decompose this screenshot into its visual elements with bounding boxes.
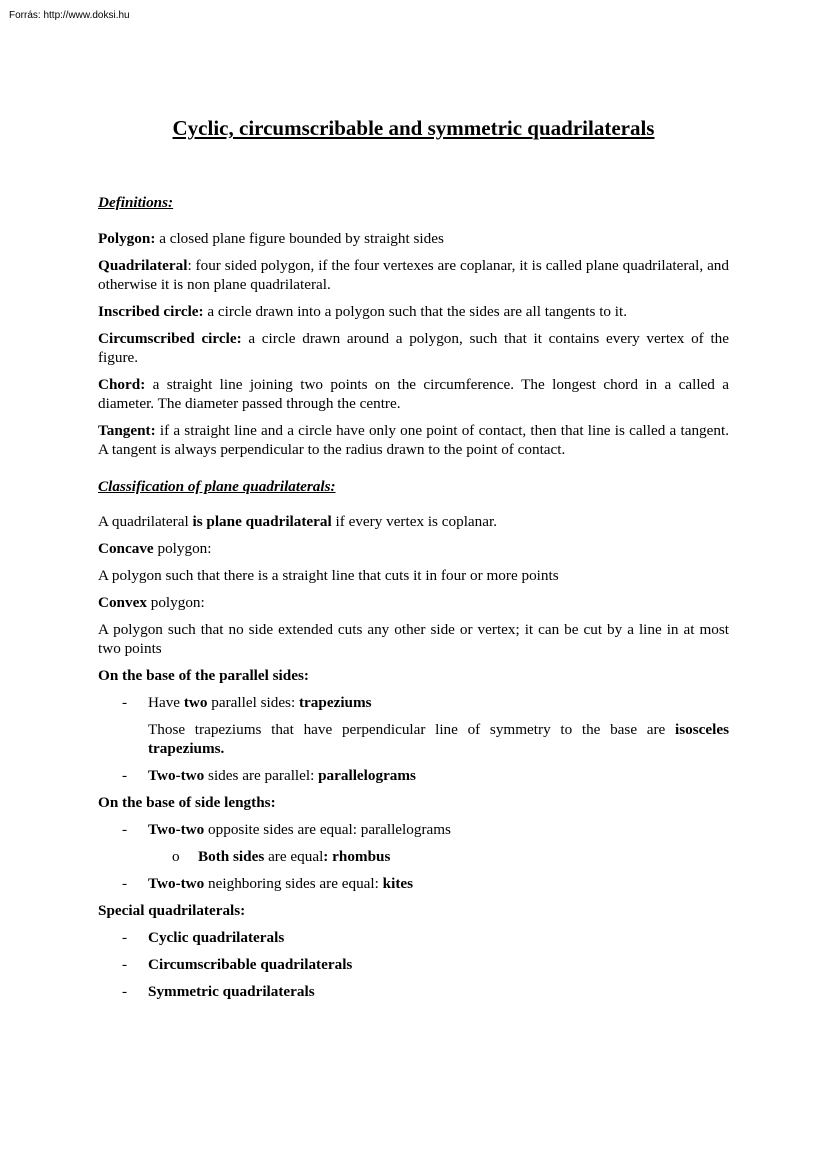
definition-term: Chord:	[98, 376, 146, 393]
plane-quadrilateral-text	[98, 512, 729, 531]
concave-label	[98, 539, 729, 558]
text-run-bold: Circumscribable quadrilaterals	[148, 956, 353, 973]
list-item-opposite-sides	[98, 820, 729, 839]
list-marker: -	[122, 929, 128, 946]
parallel-sides-heading: On the base of the parallel sides:	[98, 667, 309, 684]
sub-item-rhombus	[98, 847, 729, 866]
definition-chord	[98, 375, 729, 413]
side-lengths-heading: On the base of side lengths:	[98, 794, 276, 811]
text-run: Have	[148, 694, 184, 711]
definition-text: a circle drawn into a polygon such that the sides are all tangents to it.	[203, 303, 628, 320]
list-item-symmetric	[98, 982, 729, 1001]
convex-label	[98, 593, 729, 612]
list-marker: -	[122, 821, 128, 838]
text-run-bold: Two-two	[148, 767, 205, 784]
definition-inscribed-circle	[98, 302, 729, 321]
list-marker: -	[122, 956, 128, 973]
text-run: A quadrilateral	[98, 513, 193, 530]
text-run-bold: Two-two	[148, 875, 205, 892]
list-item-circumscribable	[98, 955, 729, 974]
document-body	[98, 193, 729, 1009]
text-run-bold: kites	[382, 875, 414, 892]
list-item-kites	[98, 874, 729, 893]
text-run: if every vertex is coplanar.	[331, 513, 498, 530]
concave-definition: A polygon such that there is a straight line that cuts it in four or more points	[98, 567, 559, 584]
classification-heading: Classification of plane quadrilaterals:	[98, 478, 336, 495]
text-run-bold: isosceles trapeziums.	[148, 721, 729, 757]
text-run: are equal	[264, 848, 324, 865]
text-run-bold: Symmetric quadrilaterals	[148, 983, 315, 1000]
text-run: neighboring sides are equal:	[204, 875, 383, 892]
text-run-bold: parallelograms	[318, 767, 416, 784]
definition-text: if a straight line and a circle have only one point of contact, then that line is called a tangent. A tangent is always perpendicular to the radius drawn to the point of contact.	[98, 422, 729, 458]
page-title: Cyclic, circumscribable and symmetric quadrilaterals	[172, 116, 655, 140]
special-quadrilaterals-heading: Special quadrilaterals:	[98, 902, 246, 919]
text-run: Those trapeziums that have perpendicular line of symmetry to the base are	[148, 721, 675, 738]
definition-circumscribed-circle	[98, 329, 729, 367]
definition-text: a closed plane figure bounded by straight sides	[155, 230, 444, 247]
text-run-bold: Cyclic quadrilaterals	[148, 929, 285, 946]
text-run-bold: Convex	[98, 594, 147, 611]
list-marker: -	[122, 767, 128, 784]
definition-quadrilateral	[98, 256, 729, 294]
sub-list-marker: o	[172, 848, 180, 865]
text-run-bold: is plane quadrilateral	[192, 513, 332, 530]
text-run: polygon:	[146, 594, 205, 611]
definition-text: : four sided polygon, if the four vertexes are coplanar, it is called plane quadrilateral, and otherwise it is non plane quadrilateral.	[98, 257, 729, 293]
list-marker: -	[122, 983, 128, 1000]
definition-term: Circumscribed circle:	[98, 330, 242, 347]
definition-term: Tangent:	[98, 422, 156, 439]
definition-term: Quadrilateral	[98, 257, 188, 274]
text-run: polygon:	[153, 540, 212, 557]
text-run-bold: Two-two	[148, 821, 205, 838]
list-item-trapeziums	[98, 693, 729, 712]
definition-polygon	[98, 229, 729, 248]
definition-term: Inscribed circle:	[98, 303, 204, 320]
list-item-parallelograms	[98, 766, 729, 785]
list-marker: -	[122, 875, 128, 892]
text-run-bold: two	[183, 694, 208, 711]
definition-term: Polygon:	[98, 230, 156, 247]
text-run: opposite sides are equal: parallelograms	[204, 821, 451, 838]
definition-tangent	[98, 421, 729, 459]
source-url: Forrás: http://www.doksi.hu	[9, 10, 130, 21]
definitions-heading: Definitions:	[98, 194, 174, 211]
text-run-bold: Both sides	[198, 848, 265, 865]
text-run-bold: : rhombus	[323, 848, 391, 865]
text-run-bold: trapeziums	[299, 694, 372, 711]
text-run: sides are parallel:	[204, 767, 319, 784]
definition-text: a straight line joining two points on the circumference. The longest chord in a called a diameter. The diameter passed through the centre.	[98, 376, 729, 412]
definition-text: a circle drawn around a polygon, such that it contains every vertex of the figure.	[98, 330, 729, 366]
text-run-bold: Concave	[98, 540, 154, 557]
text-run: parallel sides:	[207, 694, 299, 711]
isosceles-trapezium-note	[98, 720, 729, 758]
list-marker: -	[122, 694, 128, 711]
convex-definition: A polygon such that no side extended cuts any other side or vertex; it can be cut by a line in at most two points	[98, 621, 729, 657]
list-item-cyclic	[98, 928, 729, 947]
